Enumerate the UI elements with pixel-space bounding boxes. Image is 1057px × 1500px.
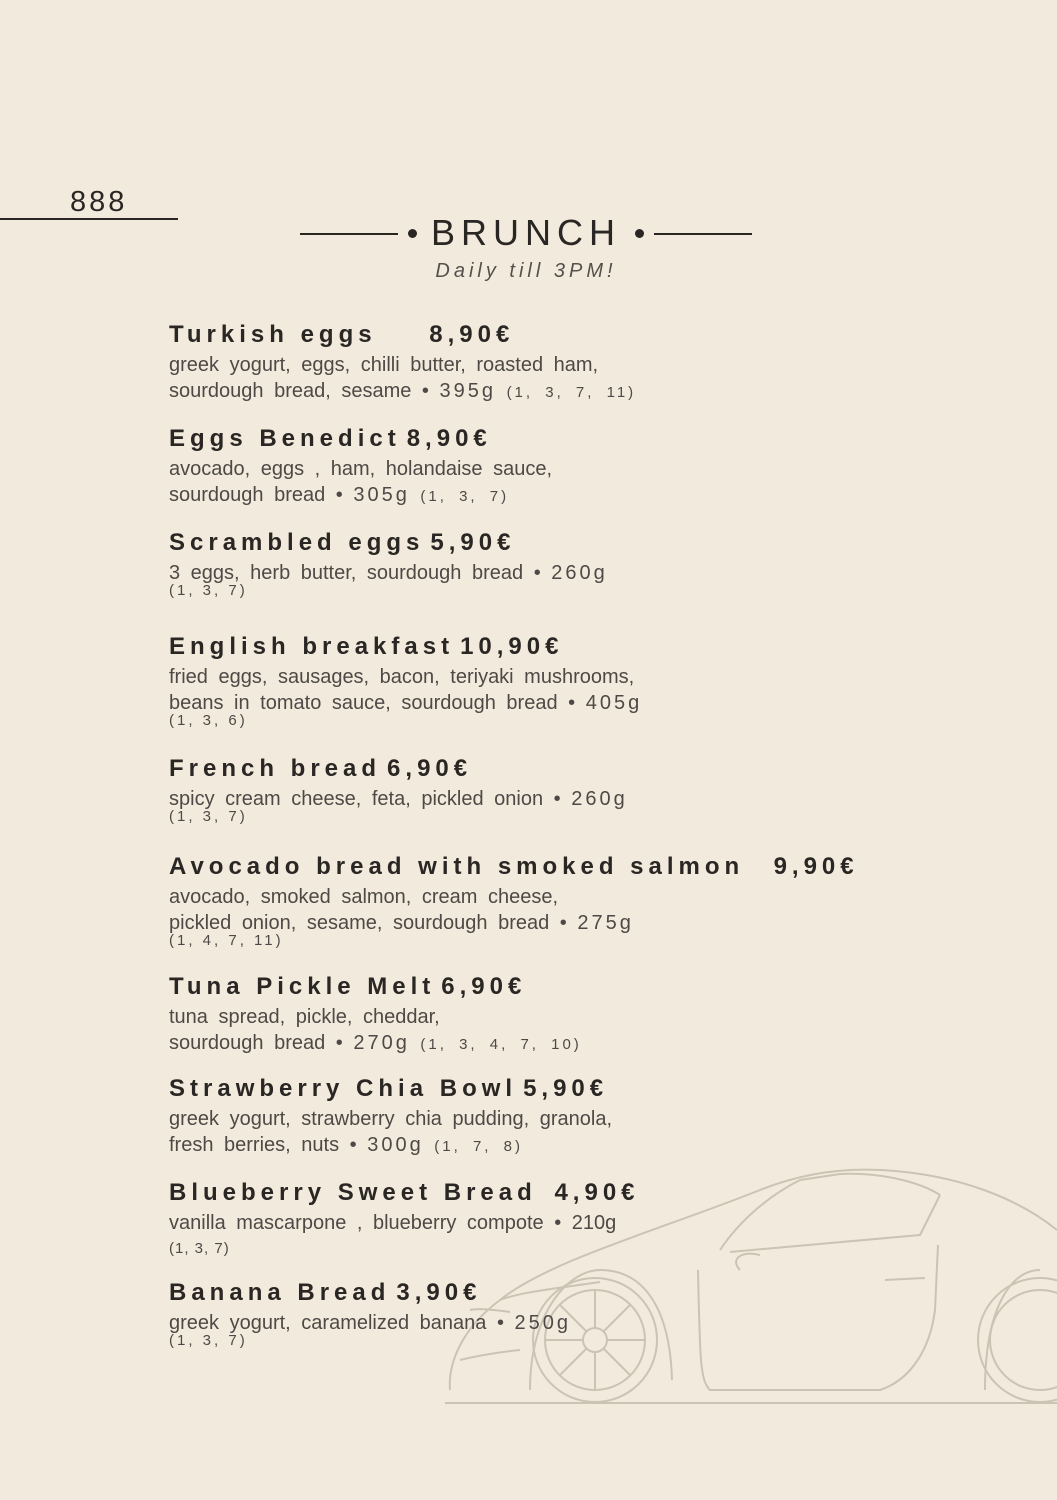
- item-allergens: (1, 3, 7, 11): [506, 384, 637, 401]
- item-price: 8,90€: [429, 321, 515, 348]
- item-description: vanilla mascarpone , blueberry compote: [169, 1212, 544, 1234]
- item-price: 3,90€: [396, 1279, 482, 1306]
- item-price: 9,90€: [773, 853, 859, 880]
- item-price: 4,90€: [554, 1179, 640, 1206]
- item-name: Tuna Pickle Melt: [169, 973, 436, 1000]
- item-name: English breakfast: [169, 633, 455, 660]
- item-weight: 260g: [551, 562, 608, 584]
- item-description: beans in tomato sauce, sourdough bread: [169, 692, 558, 714]
- item-weight: 305g: [353, 484, 410, 506]
- item-description: tuna spread, pickle, cheddar,: [169, 1006, 440, 1028]
- item-description: sourdough bread, sesame: [169, 380, 412, 402]
- item-weight: 210g: [571, 1212, 617, 1234]
- menu-item: English breakfast 10,90€ fried eggs, sausages, bacon, teriyaki mushrooms, beans in tomato sauce, sourdough bread • 405g (1, 3, 6): [169, 630, 929, 730]
- item-description: greek yogurt, eggs, chilli butter, roasted ham,: [169, 354, 599, 376]
- item-description: greek yogurt, strawberry chia pudding, granola,: [169, 1108, 613, 1130]
- item-name: Eggs Benedict: [169, 425, 401, 452]
- menu-item: Scrambled eggs 5,90€ 3 eggs, herb butter, sourdough bread • 260g (1, 3, 7): [169, 526, 929, 600]
- item-weight: 250g: [514, 1312, 572, 1334]
- menu-item: Eggs Benedict 8,90€ avocado, eggs , ham, holandaise sauce, sourdough bread • 305g (1, 3, 7): [169, 422, 929, 510]
- title-row: [300, 210, 752, 258]
- brand-name: 888: [70, 186, 128, 218]
- item-price: 5,90€: [430, 529, 516, 556]
- item-allergens: (1, 3, 7): [169, 1332, 248, 1349]
- brand-logo: [0, 186, 178, 222]
- item-description: greek yogurt, caramelized banana: [169, 1312, 487, 1334]
- item-description: avocado, eggs , ham, holandaise sauce,: [169, 458, 553, 480]
- item-weight: 275g: [577, 912, 634, 934]
- item-description: sourdough bread: [169, 1032, 326, 1054]
- item-weight: 270g: [353, 1032, 410, 1054]
- section-title: BRUNCH: [430, 212, 621, 253]
- item-name: Scrambled eggs: [169, 529, 425, 556]
- item-weight: 300g: [367, 1134, 424, 1156]
- item-description: fried eggs, sausages, bacon, teriyaki mushrooms,: [169, 666, 635, 688]
- menu-item: Avocado bread with smoked salmon 9,90€ avocado, smoked salmon, cream cheese, pickled onion, sesame, sourdough bread • 275g (1, 4, 7, 11): [169, 850, 929, 950]
- menu-item: French bread 6,90€ spicy cream cheese, feta, pickled onion • 260g (1, 3, 7): [169, 752, 929, 826]
- item-price: 8,90€: [406, 425, 492, 452]
- menu-item: Blueberry Sweet Bread 4,90€ vanilla mascarpone , blueberry compote • 210g (1, 3, 7): [169, 1176, 929, 1258]
- title-dot-right: [635, 229, 644, 238]
- item-price: 6,90€: [387, 755, 473, 782]
- menu-item: Turkish eggs 8,90€ greek yogurt, eggs, chilli butter, roasted ham, sourdough bread, sesame • 395g (1, 3, 7, 11): [169, 318, 929, 406]
- item-price: 6,90€: [441, 973, 527, 1000]
- item-weight: 405g: [585, 692, 643, 714]
- item-description: 3 eggs, herb butter, sourdough bread: [169, 562, 524, 584]
- item-allergens: (1, 3, 4, 7, 10): [420, 1036, 582, 1053]
- item-name: Banana Bread: [169, 1279, 391, 1306]
- item-allergens: (1, 3, 6): [169, 712, 248, 729]
- section-subtitle: Daily till 3PM!: [435, 260, 617, 282]
- item-price: 10,90€: [460, 633, 564, 660]
- item-name: Avocado bread with smoked salmon: [169, 853, 745, 880]
- menu-item: Banana Bread 3,90€ greek yogurt, caramelized banana • 250g (1, 3, 7): [169, 1276, 929, 1350]
- item-description: sourdough bread: [169, 484, 326, 506]
- item-allergens: (1, 4, 7, 11): [169, 932, 284, 949]
- item-weight: 395g: [439, 380, 496, 402]
- item-description: pickled onion, sesame, sourdough bread: [169, 912, 550, 934]
- item-description: spicy cream cheese, feta, pickled onion: [169, 788, 544, 810]
- item-name: French bread: [169, 755, 382, 782]
- section-header: [300, 210, 752, 283]
- item-weight: 260g: [571, 788, 628, 810]
- item-allergens: (1, 3, 7): [169, 1240, 230, 1257]
- menu-item: Strawberry Chia Bowl 5,90€ greek yogurt, strawberry chia pudding, granola, fresh berries, nuts • 300g (1, 7, 8): [169, 1072, 929, 1160]
- brand-underline: [0, 218, 178, 220]
- item-name: Strawberry Chia Bowl: [169, 1075, 518, 1102]
- item-allergens: (1, 3, 7): [169, 582, 248, 599]
- title-rule-right: [654, 233, 752, 235]
- item-allergens: (1, 3, 7): [420, 488, 510, 505]
- item-description: fresh berries, nuts: [169, 1134, 340, 1156]
- item-name: Blueberry Sweet Bread: [169, 1179, 537, 1206]
- item-allergens: (1, 7, 8): [434, 1138, 523, 1155]
- item-price: 5,90€: [523, 1075, 609, 1102]
- item-description: avocado, smoked salmon, cream cheese,: [169, 886, 559, 908]
- item-name: Turkish eggs: [169, 321, 377, 348]
- item-allergens: (1, 3, 7): [169, 808, 248, 825]
- menu-item: Tuna Pickle Melt 6,90€ tuna spread, pickle, cheddar, sourdough bread • 270g (1, 3, 4, 7, 10): [169, 970, 929, 1058]
